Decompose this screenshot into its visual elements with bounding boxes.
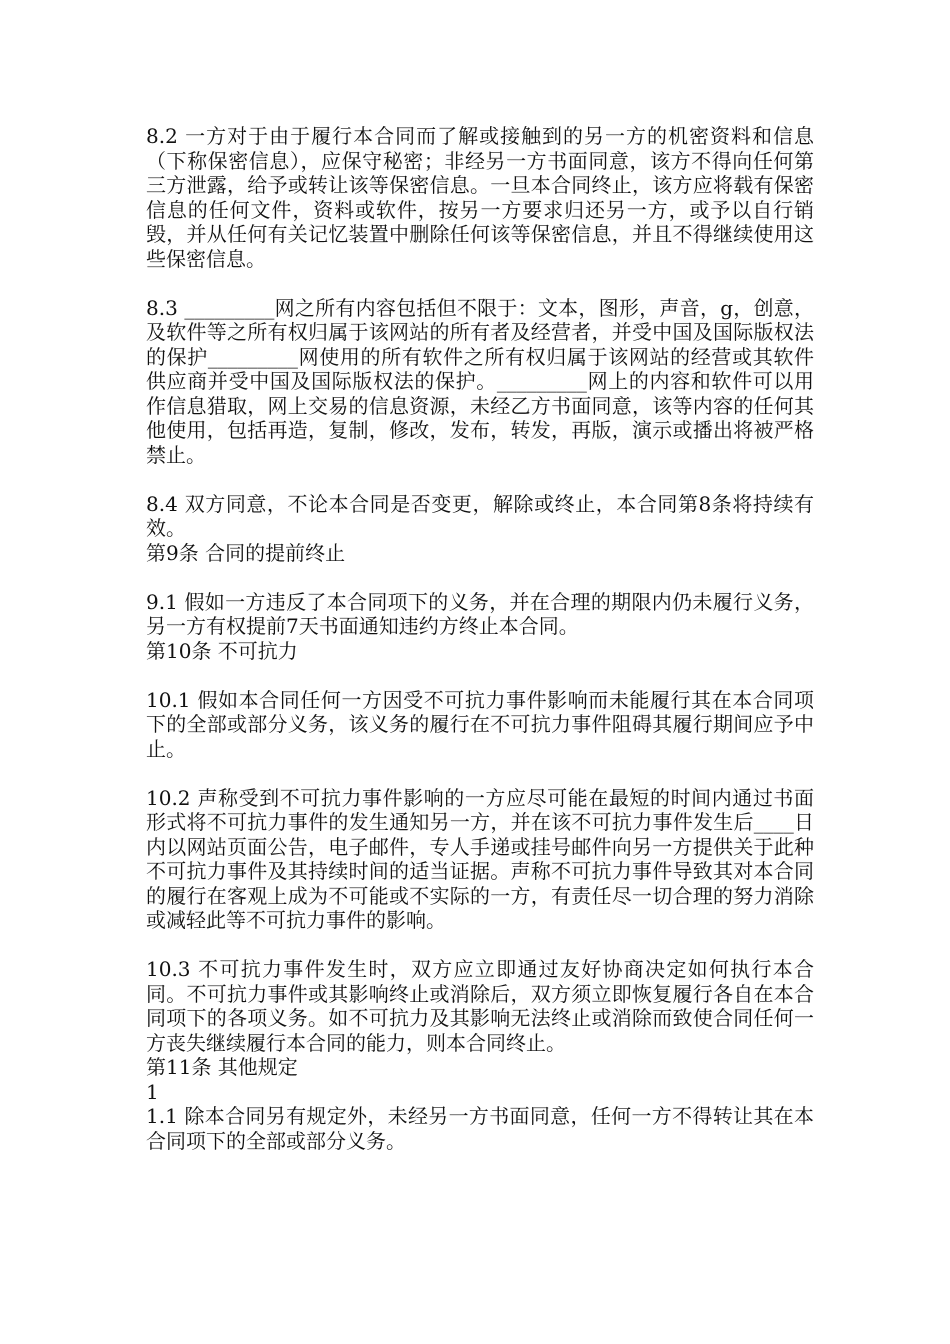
paragraph-gap bbox=[146, 467, 814, 492]
paragraph-gap bbox=[146, 933, 814, 958]
paragraph-gap bbox=[146, 761, 814, 786]
section-number: 1 bbox=[146, 1079, 159, 1104]
clause-8-3: 8.3 _________网之所有内容包括但不限于：文本，图形，声音，g，创意，及软件等之所有权归属于该网站的所有者及经营者，并受中国及国际版权法的保护_________网使用的所有软件之所有权归属于该网站的经营或其软件供应商并受中国及国际版权法的保护。_________网上的内容和软件可以用作信息猎取，网上交易的信息资源，未经乙方书面同意，该等内容的任何其他使用，包括再造，复制，修改，发布，转发，再版，演示或播出将被严格禁止。 bbox=[146, 295, 814, 467]
article-11-heading: 第11条 其他规定 bbox=[146, 1055, 298, 1079]
paragraph-gap bbox=[146, 565, 814, 590]
article-10-heading: 第10条 不可抗力 bbox=[146, 638, 298, 663]
clause-10-1: 10.1 假如本合同任何一方因受不可抗力事件影响而未能履行其在本合同项下的全部或部分义务，该义务的履行在不可抗力事件阻碍其履行期间应予中止。 bbox=[146, 687, 814, 761]
clause-1-1: 1.1 除本合同另有规定外，未经另一方书面同意，任何一方不得转让其在本合同项下的全部或部分义务。 bbox=[146, 1104, 814, 1153]
clause-10-3: 10.3 不可抗力事件发生时，双方应立即通过友好协商决定如何执行本合同。不可抗力事件或其影响终止或消除后，双方须立即恢复履行各自在本合同项下的各项义务。如不可抗力及其影响无法终止或消除而致使合同任何一方丧失继续履行本合同的能力，则本合同终止。 bbox=[146, 957, 814, 1055]
clause-10-2: 10.2 声称受到不可抗力事件影响的一方应尽可能在最短的时间内通过书面形式将不可抗力事件的发生通知另一方，并在该不可抗力事件发生后____日内以网站页面公告，电子邮件，专人手递或挂号邮件向另一方提供关于此种不可抗力事件及其持续时间的适当证据。声称不可抗力事件导致其对本合同的履行在客观上成为不可能或不实际的一方，有责任尽一切合理的努力消除或减轻此等不可抗力事件的影响。 bbox=[146, 785, 814, 932]
document-page bbox=[146, 124, 814, 1153]
clause-8-2: 8.2 一方对于由于履行本合同而了解或接触到的另一方的机密资料和信息（下称保密信息），应保守秘密；非经另一方书面同意，该方不得向任何第三方泄露，给予或转让该等保密信息。一旦本合同终止，该方应将载有保密信息的任何文件，资料或软件，按另一方要求归还另一方，或予以自行销毁，并从任何有关记忆装置中删除任何该等保密信息，并且不得继续使用这些保密信息。 bbox=[146, 124, 814, 271]
article-9-heading: 第9条 合同的提前终止 bbox=[146, 540, 346, 565]
clause-8-4: 8.4 双方同意，不论本合同是否变更，解除或终止，本合同第8条将持续有效。 bbox=[146, 491, 814, 540]
paragraph-gap bbox=[146, 663, 814, 688]
clause-9-1: 9.1 假如一方违反了本合同项下的义务，并在合理的期限内仍未履行义务，另一方有权提前7天书面通知违约方终止本合同。 bbox=[146, 589, 814, 638]
paragraph-gap bbox=[146, 271, 814, 296]
